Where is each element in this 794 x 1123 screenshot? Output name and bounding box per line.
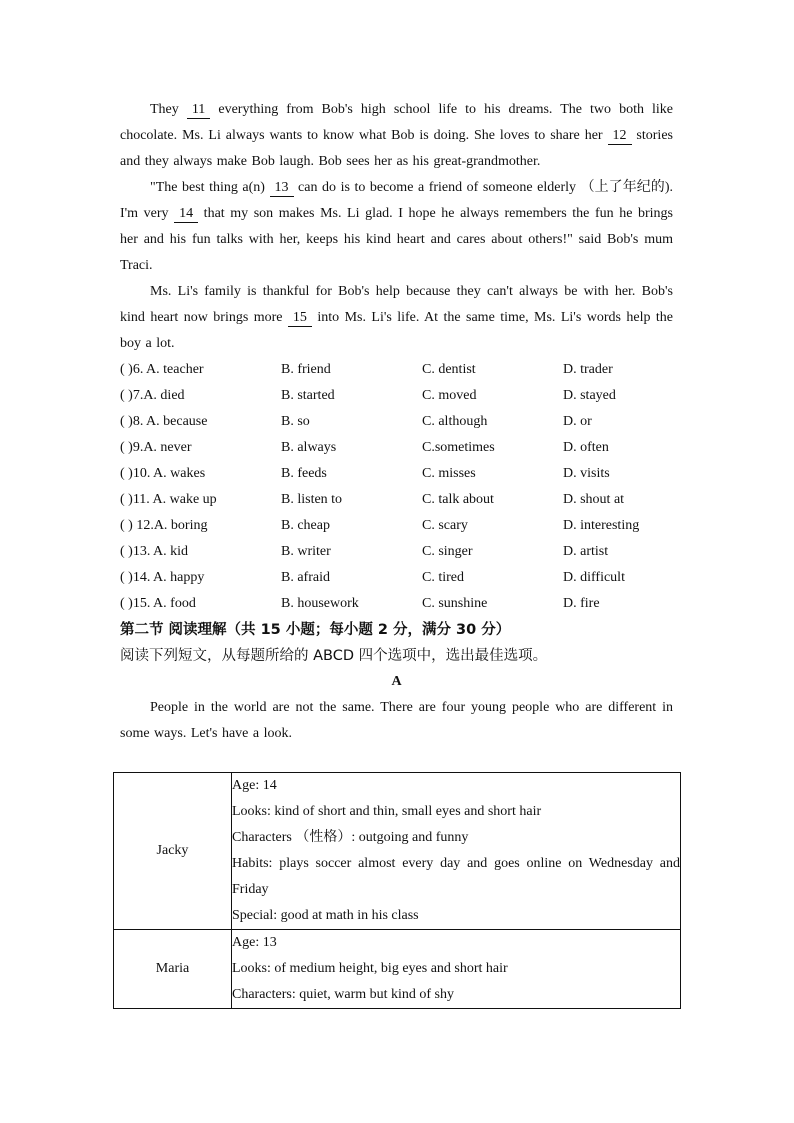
option-d: D. or bbox=[563, 414, 592, 429]
passage-text: Ms. Li's family is thankful for Bob's help because they can't always be with her. Bob's kind heart now brings more bbox=[120, 284, 673, 325]
option-d: D. stayed bbox=[563, 388, 616, 403]
detail-line: Habits: plays soccer almost every day and goes online on Wednesday and Friday bbox=[232, 856, 680, 897]
blank-12[interactable]: 12 bbox=[608, 128, 632, 145]
option-a: ( ) 12.A. boring bbox=[120, 518, 208, 533]
question-row[interactable] bbox=[120, 357, 673, 383]
exam-page bbox=[120, 97, 673, 747]
question-row[interactable] bbox=[120, 383, 673, 409]
blank-11[interactable]: 11 bbox=[187, 102, 210, 119]
option-c: C. scary bbox=[422, 518, 468, 533]
table-row bbox=[114, 773, 681, 930]
person-details bbox=[232, 930, 681, 1009]
cloze-passage bbox=[120, 97, 673, 357]
option-c: C. dentist bbox=[422, 362, 476, 377]
question-row[interactable] bbox=[120, 435, 673, 461]
option-b: B. so bbox=[281, 414, 310, 429]
option-c: C. singer bbox=[422, 544, 473, 559]
detail-line: Characters （性格）: outgoing and funny bbox=[232, 830, 469, 845]
option-b: B. always bbox=[281, 440, 337, 455]
detail-line: Age: 14 bbox=[232, 778, 277, 793]
question-row[interactable] bbox=[120, 591, 673, 617]
option-d: D. artist bbox=[563, 544, 609, 559]
detail-line: Special: good at math in his class bbox=[232, 908, 419, 923]
option-a: ( )6. A. teacher bbox=[120, 362, 204, 377]
blank-15[interactable]: 15 bbox=[288, 310, 312, 327]
option-a: ( )11. A. wake up bbox=[120, 492, 217, 507]
option-c: C.sometimes bbox=[422, 440, 495, 455]
detail-line: Looks: of medium height, big eyes and short hair bbox=[232, 961, 508, 976]
option-d: D. visits bbox=[563, 466, 610, 481]
option-a: ( )10. A. wakes bbox=[120, 466, 206, 481]
option-b: B. started bbox=[281, 388, 335, 403]
passage-text: into Ms. Li's life. At the same time, Ms. Li's words help the boy a lot. bbox=[120, 310, 674, 351]
person-details bbox=[232, 773, 681, 930]
option-c: C. although bbox=[422, 414, 488, 429]
passage-text: everything from Bob's high school life to his dreams. The two both like chocolate. Ms. Li always wants to know what Bob is doing. She loves to share her bbox=[120, 102, 674, 143]
option-c: C. moved bbox=[422, 388, 477, 403]
detail-line: Characters: quiet, warm but kind of shy bbox=[232, 987, 455, 1002]
passage-text: They bbox=[150, 102, 187, 117]
question-row[interactable] bbox=[120, 539, 673, 565]
cloze-paragraph bbox=[120, 279, 673, 357]
option-a: ( )15. A. food bbox=[120, 596, 196, 611]
detail-line: Looks: kind of short and thin, small eyes and short hair bbox=[232, 804, 542, 819]
option-b: B. cheap bbox=[281, 518, 330, 533]
option-d: D. fire bbox=[563, 596, 600, 611]
option-c: C. sunshine bbox=[422, 596, 488, 611]
people-table bbox=[113, 772, 681, 1009]
option-b: B. feeds bbox=[281, 466, 327, 481]
option-b: B. afraid bbox=[281, 570, 330, 585]
question-row[interactable] bbox=[120, 565, 673, 591]
person-name: Jacky bbox=[114, 773, 232, 930]
person-name: Maria bbox=[114, 930, 232, 1009]
blank-14[interactable]: 14 bbox=[174, 206, 198, 223]
blank-13[interactable]: 13 bbox=[270, 180, 294, 197]
question-list bbox=[120, 357, 673, 617]
option-b: B. friend bbox=[281, 362, 331, 377]
option-a: ( )8. A. because bbox=[120, 414, 208, 429]
question-row[interactable] bbox=[120, 487, 673, 513]
table-row bbox=[114, 930, 681, 1009]
question-row[interactable] bbox=[120, 513, 673, 539]
option-c: C. misses bbox=[422, 466, 476, 481]
option-d: D. often bbox=[563, 440, 609, 455]
cloze-paragraph bbox=[120, 175, 673, 279]
passage-text: stories and they always make Bob laugh. Bob sees her as his great-grandmother. bbox=[120, 128, 673, 169]
detail-line: Age: 13 bbox=[232, 935, 277, 950]
option-c: C. tired bbox=[422, 570, 464, 585]
cloze-paragraph bbox=[120, 97, 673, 175]
section-title: 第二节 阅读理解（共 15 小题；每小题 2 分，满分 30 分） bbox=[120, 622, 511, 638]
passage-intro: People in the world are not the same. There are four young people who are different in some ways. Let's have a look. bbox=[120, 700, 673, 741]
passage-text: can do is to become a friend of someone elderly （上了年纪的). I'm very bbox=[120, 180, 673, 221]
option-a: ( )13. A. kid bbox=[120, 544, 189, 559]
option-b: B. housework bbox=[281, 596, 359, 611]
option-b: B. listen to bbox=[281, 492, 343, 507]
option-c: C. talk about bbox=[422, 492, 494, 507]
option-a: ( )9.A. never bbox=[120, 440, 192, 455]
option-d: D. interesting bbox=[563, 518, 640, 533]
passage-label: A bbox=[391, 674, 402, 689]
option-a: ( )7.A. died bbox=[120, 388, 185, 403]
option-a: ( )14. A. happy bbox=[120, 570, 205, 585]
option-d: D. trader bbox=[563, 362, 613, 377]
question-row[interactable] bbox=[120, 409, 673, 435]
passage-text: "The best thing a(n) bbox=[150, 180, 270, 195]
option-d: D. difficult bbox=[563, 570, 625, 585]
question-row[interactable] bbox=[120, 461, 673, 487]
passage-text: that my son makes Ms. Li glad. I hope he always remembers the fun he brings her and his fun talks with her, keeps his kind heart and cares about others!" said Bob's mum Traci. bbox=[120, 206, 673, 273]
section-instruction: 阅读下列短文，从每题所给的 ABCD 四个选项中，选出最佳选项。 bbox=[120, 648, 548, 664]
option-b: B. writer bbox=[281, 544, 331, 559]
option-d: D. shout at bbox=[563, 492, 625, 507]
